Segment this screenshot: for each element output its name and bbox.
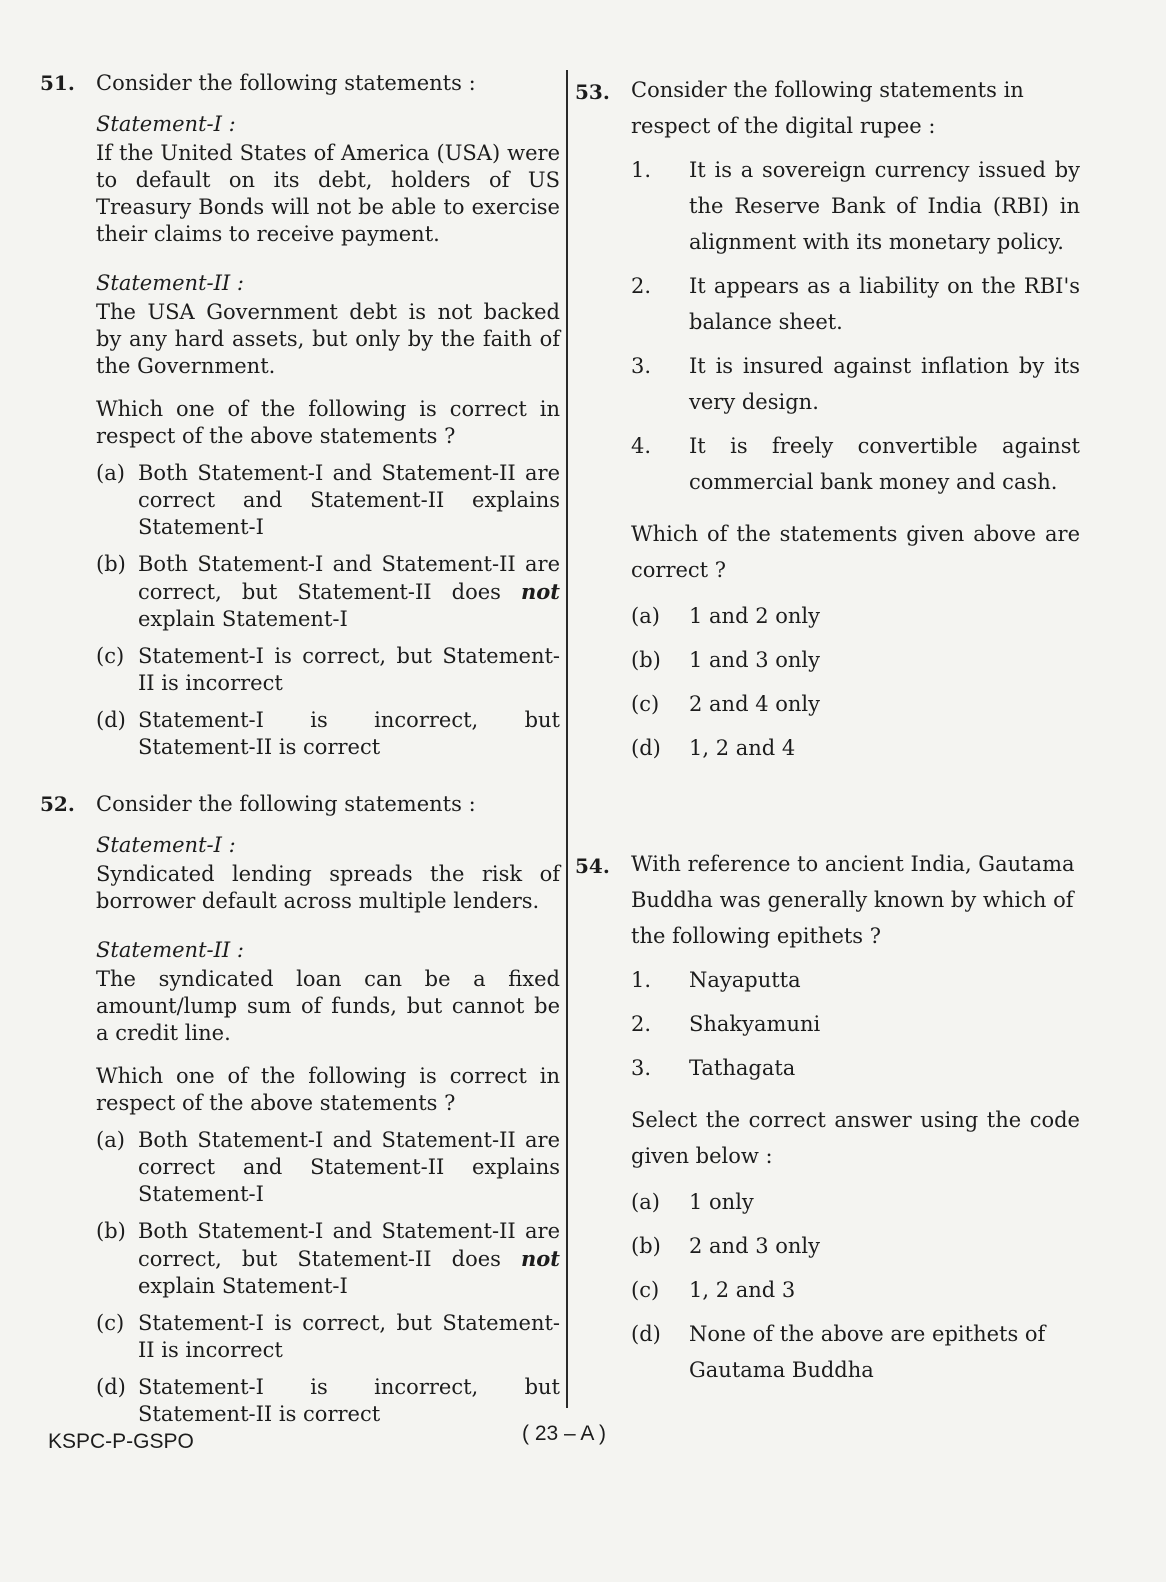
statement-item bbox=[631, 348, 1080, 420]
statement-1-text: If the United States of America (USA) were to default on its debt, holders of US Treasury Bonds will not be able to exercise their claims to receive payment. bbox=[96, 141, 560, 246]
statement-2-label: Statement-II : bbox=[96, 938, 244, 962]
question-ask: Select the correct answer using the code given below : bbox=[631, 1108, 1080, 1168]
question-number: 53. bbox=[575, 80, 610, 104]
item-text: Tathagata bbox=[689, 1056, 796, 1080]
option-text: Statement-I is correct, but Statement-II is incorrect bbox=[138, 1311, 560, 1362]
option-text: None of the above are epithets of Gautama Buddha bbox=[689, 1322, 1046, 1382]
epithet-item bbox=[631, 1006, 1080, 1042]
option-letter: (d) bbox=[96, 1375, 126, 1399]
option-letter: (c) bbox=[631, 1278, 660, 1302]
option-b[interactable] bbox=[96, 551, 560, 633]
option-d[interactable] bbox=[96, 707, 560, 761]
option-c[interactable] bbox=[96, 643, 560, 697]
option-letter: (a) bbox=[96, 1128, 125, 1152]
question-51 bbox=[40, 70, 560, 761]
option-letter: (b) bbox=[96, 1219, 126, 1243]
item-number: 2. bbox=[631, 274, 652, 298]
statement-2-label: Statement-II : bbox=[96, 271, 244, 295]
item-text: Nayaputta bbox=[689, 968, 801, 992]
question-number: 51. bbox=[40, 71, 75, 95]
statement-1-label: Statement-I : bbox=[96, 833, 236, 857]
question-ask: Which one of the following is correct in respect of the above statements ? bbox=[96, 397, 560, 448]
option-letter: (b) bbox=[631, 1234, 661, 1258]
item-text: Shakyamuni bbox=[689, 1012, 821, 1036]
option-d[interactable] bbox=[96, 1374, 560, 1428]
question-52 bbox=[40, 791, 560, 1428]
option-letter: (d) bbox=[96, 708, 126, 732]
question-intro: Consider the following statements : bbox=[96, 792, 476, 816]
option-text: Statement-I is correct, but Statement-II is incorrect bbox=[138, 644, 560, 695]
option-c[interactable] bbox=[631, 686, 1080, 722]
question-ask: Which of the statements given above are correct ? bbox=[631, 522, 1080, 582]
question-ask: Which one of the following is correct in respect of the above statements ? bbox=[96, 1064, 560, 1115]
statement-2-text: The syndicated loan can be a fixed amount/lump sum of funds, but cannot be a credit line. bbox=[96, 967, 560, 1045]
option-d[interactable] bbox=[631, 730, 1080, 766]
item-number: 1. bbox=[631, 968, 652, 992]
question-intro: Consider the following statements : bbox=[96, 71, 476, 95]
question-intro: With reference to ancient India, Gautama Buddha was generally known by which of the following epithets ? bbox=[631, 852, 1075, 948]
option-text: Both Statement-I and Statement-II are correct, but Statement-II does bbox=[138, 1219, 560, 1271]
option-letter: (a) bbox=[631, 604, 660, 628]
option-text: Statement-I is incorrect, but Statement-II is correct bbox=[138, 708, 560, 759]
epithet-item bbox=[631, 962, 1080, 998]
option-letter: (c) bbox=[96, 644, 125, 668]
question-number: 52. bbox=[40, 792, 75, 816]
option-text: 1 only bbox=[689, 1190, 754, 1214]
item-text: It is freely convertible against commercial bank money and cash. bbox=[689, 434, 1080, 494]
option-emphasis: not bbox=[521, 1246, 560, 1271]
right-column bbox=[575, 72, 1080, 1396]
option-letter: (a) bbox=[96, 461, 125, 485]
option-text: Both Statement-I and Statement-II are correct, but Statement-II does bbox=[138, 552, 560, 604]
option-b[interactable] bbox=[631, 642, 1080, 678]
item-number: 4. bbox=[631, 434, 652, 458]
option-letter: (d) bbox=[631, 736, 661, 760]
item-number: 2. bbox=[631, 1012, 652, 1036]
statement-2-text: The USA Government debt is not backed by any hard assets, but only by the faith of the Government. bbox=[96, 300, 560, 378]
option-text: 1, 2 and 3 bbox=[689, 1278, 796, 1302]
question-54 bbox=[575, 846, 1080, 1388]
option-emphasis: not bbox=[521, 579, 560, 604]
option-text: 1, 2 and 4 bbox=[689, 736, 796, 760]
option-letter: (a) bbox=[631, 1190, 660, 1214]
option-letter: (b) bbox=[96, 552, 126, 576]
question-53 bbox=[575, 72, 1080, 766]
option-b[interactable] bbox=[96, 1218, 560, 1300]
option-text: 2 and 3 only bbox=[689, 1234, 820, 1258]
paper-code: KSPC-P-GSPO bbox=[48, 1430, 194, 1453]
option-c[interactable] bbox=[631, 1272, 1080, 1308]
option-text-end: explain Statement-I bbox=[138, 1274, 348, 1298]
option-text: Both Statement-I and Statement-II are correct and Statement-II explains Statement-I bbox=[138, 461, 560, 539]
option-letter: (c) bbox=[631, 692, 660, 716]
item-text: It appears as a liability on the RBI's balance sheet. bbox=[689, 274, 1080, 334]
column-divider bbox=[566, 70, 568, 1408]
item-number: 3. bbox=[631, 1056, 652, 1080]
option-text: 1 and 2 only bbox=[689, 604, 820, 628]
option-d[interactable] bbox=[631, 1316, 1080, 1388]
statement-1-text: Syndicated lending spreads the risk of borrower default across multiple lenders. bbox=[96, 862, 560, 913]
statement-item bbox=[631, 428, 1080, 500]
left-column bbox=[40, 70, 560, 1438]
option-a[interactable] bbox=[631, 598, 1080, 634]
item-text: It is a sovereign currency issued by the Reserve Bank of India (RBI) in alignment with its monetary policy. bbox=[689, 158, 1080, 254]
option-text-end: explain Statement-I bbox=[138, 607, 348, 631]
item-text: It is insured against inflation by its very design. bbox=[689, 354, 1080, 414]
option-a[interactable] bbox=[96, 460, 560, 541]
page-number: ( 23 – A ) bbox=[522, 1422, 607, 1445]
question-intro: Consider the following statements in respect of the digital rupee : bbox=[631, 78, 1024, 138]
option-letter: (b) bbox=[631, 648, 661, 672]
option-a[interactable] bbox=[96, 1127, 560, 1208]
option-a[interactable] bbox=[631, 1184, 1080, 1220]
option-text: 1 and 3 only bbox=[689, 648, 820, 672]
statement-item bbox=[631, 268, 1080, 340]
option-letter: (d) bbox=[631, 1322, 661, 1346]
epithet-item bbox=[631, 1050, 1080, 1086]
statement-item bbox=[631, 152, 1080, 260]
option-text: 2 and 4 only bbox=[689, 692, 820, 716]
statement-1-label: Statement-I : bbox=[96, 112, 236, 136]
option-b[interactable] bbox=[631, 1228, 1080, 1264]
option-letter: (c) bbox=[96, 1311, 125, 1335]
option-text: Statement-I is incorrect, but Statement-II is correct bbox=[138, 1375, 560, 1426]
option-c[interactable] bbox=[96, 1310, 560, 1364]
item-number: 1. bbox=[631, 158, 652, 182]
question-number: 54. bbox=[575, 854, 610, 878]
item-number: 3. bbox=[631, 354, 652, 378]
option-text: Both Statement-I and Statement-II are correct and Statement-II explains Statement-I bbox=[138, 1128, 560, 1206]
